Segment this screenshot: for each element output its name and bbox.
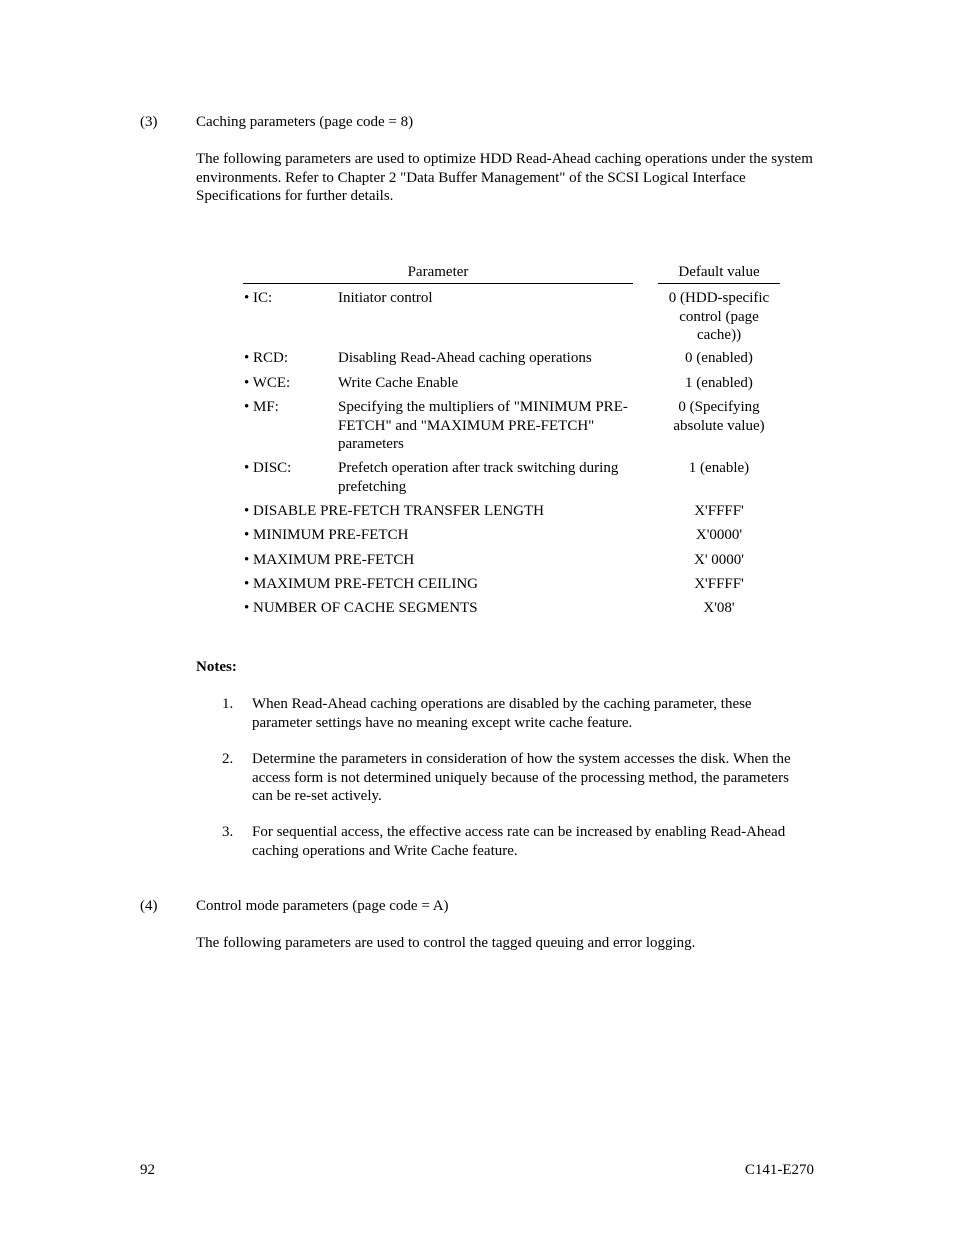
section-4-intro: The following parameters are used to control the tagged queuing and error logging. [196, 935, 696, 951]
table-row-value: X'0000' [695, 527, 743, 543]
table-row-param: • RCD: [244, 350, 289, 366]
table-row-desc: Write Cache Enable [338, 375, 459, 391]
table-row-param: • DISC: [244, 460, 292, 476]
note-text: For sequential access, the effective access rate can be increased by enabling Read-Ahead caching operations and Write Cache feature. [252, 824, 786, 859]
table-row-value: 0 (enabled) [685, 350, 753, 366]
table-row-value: X'08' [703, 600, 735, 616]
table-header-rule-default [658, 283, 780, 284]
note-number: 2. [222, 751, 234, 767]
note-text: When Read-Ahead caching operations are disabled by the caching parameter, these parameter settings have no meaning except write cache feature. [252, 696, 752, 731]
section-4-number: (4) [140, 898, 158, 914]
table-row-param: • WCE: [244, 375, 291, 391]
section-3-number: (3) [140, 114, 158, 130]
table-row-desc: Specifying the multipliers of "MINIMUM PRE-FETCH" and "MAXIMUM PRE-FETCH" parameters [338, 399, 628, 452]
note-number: 1. [222, 696, 234, 712]
table-row-param: • NUMBER OF CACHE SEGMENTS [244, 600, 478, 616]
section-4-title: Control mode parameters (page code = A) [196, 898, 449, 914]
table-row-desc: Initiator control [338, 290, 433, 306]
table-row-param: • MAXIMUM PRE-FETCH [244, 552, 415, 568]
table-row-value: 0 (HDD-specific control (page cache)) [668, 290, 770, 343]
table-header-default: Default value [678, 264, 760, 280]
page-number: 92 [140, 1162, 155, 1178]
table-row-param: • MINIMUM PRE-FETCH [244, 527, 409, 543]
note-text: Determine the parameters in consideration of how the system accesses the disk. When the access form is not determined uniquely because of the processing method, the parameters can be re-set actively. [252, 751, 791, 804]
table-row-value: X' 0000' [694, 552, 744, 568]
table-header-parameter: Parameter [407, 264, 469, 280]
table-row-value: 0 (Specifying absolute value) [673, 399, 765, 434]
table-row-param: • DISABLE PRE-FETCH TRANSFER LENGTH [244, 503, 544, 519]
note-number: 3. [222, 824, 234, 840]
table-row-desc: Prefetch operation after track switching during prefetching [338, 460, 619, 495]
table-row-value: 1 (enable) [688, 460, 750, 476]
table-row-param: • MF: [244, 399, 279, 415]
table-row-param: • MAXIMUM PRE-FETCH CEILING [244, 576, 479, 592]
table-row-param: • IC: [244, 290, 273, 306]
section-3-title: Caching parameters (page code = 8) [196, 114, 414, 130]
table-row-value: X'FFFF' [694, 576, 744, 592]
notes-heading: Notes: [196, 659, 237, 675]
document-id: C141-E270 [744, 1162, 814, 1178]
table-row-value: X'FFFF' [694, 503, 744, 519]
section-3-intro: The following parameters are used to optimize HDD Read-Ahead caching operations under the system environments. Refer to Chapter 2 "Data Buffer Management" of the SCSI Logical Interface Specifications for further details. [196, 151, 813, 204]
table-row-value: 1 (enabled) [685, 375, 753, 391]
table-row-desc: Disabling Read-Ahead caching operations [338, 350, 592, 366]
table-header-rule-parameter [243, 283, 633, 284]
